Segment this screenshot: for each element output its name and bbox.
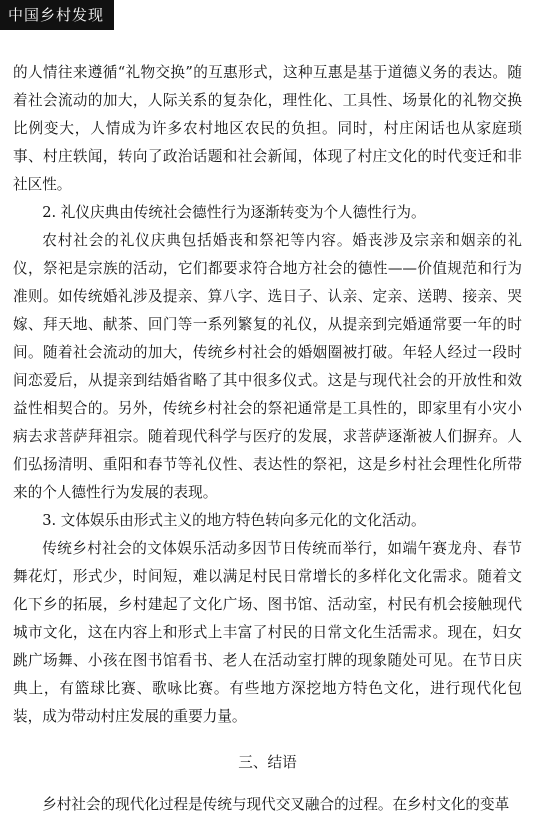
paragraph-entertainment: 传统乡村社会的文体娱乐活动多因节日传统而举行，如端午赛龙舟、春节舞花灯，形式少，时间短，难以满足村民日常增长的多样化文化需求。随着文化下乡的拓展，乡村建起了文化广场、图书馆、活动室，村民有机会接触现代城市文化，这在内容上和形式上丰富了村民的日常文化生活需求。现在，妇女跳广场舞、小孩在图书馆看书、老人在活动室打牌的现象随处可见。在节日庆典上，有篮球比赛、歌咏比赛。有些地方深挖地方特色文化，进行现代化包装，成为带动村庄发展的重要力量。 bbox=[13, 540, 522, 725]
paragraph-continuation: 的人情往来遵循“礼物交换”的互惠形式，这种互惠是基于道德义务的表达。随着社会流动的加大，人际关系的复杂化，理性化、工具性、场景化的礼物交换比例变大，人情成为许多农村地区农民的负担。同时，村庄闲话也从家庭琐事、村庄轶闻，转向了政治话题和社会新闻，体现了村庄文化的时代变迁和非社区性。 bbox=[13, 64, 522, 193]
article-body bbox=[13, 59, 522, 819]
subsection-heading-3: 3. 文体娱乐由形式主义的地方特色转向多元化的文化活动。 bbox=[42, 512, 426, 529]
header-title: 中国乡村发现 bbox=[8, 6, 105, 24]
subsection-heading-2: 2. 礼仪庆典由传统社会德性行为逐渐转变为个人德性行为。 bbox=[42, 204, 426, 221]
header-bar bbox=[0, 0, 114, 30]
section-heading-conclusion: 三、结语 bbox=[238, 754, 297, 771]
paragraph-ritual: 农村社会的礼仪庆典包括婚丧和祭祀等内容。婚丧涉及宗亲和姻亲的礼仪，祭祀是宗族的活动，它们都要求符合地方社会的德性——价值规范和行为准则。如传统婚礼涉及提亲、算八字、选日子、认亲、定亲、送聘、接亲、哭嫁、拜天地、献茶、回门等一系列繁复的礼仪，从提亲到完婚通常要一年的时间。随着社会流动的加大，传统乡村社会的婚姻圈被打破。年轻人经过一段时间恋爱后，从提亲到结婚省略了其中很多仪式。这是与现代社会的开放性和效益性相契合的。另外，传统乡村社会的祭祀通常是工具性的，即家里有小灾小病去求菩萨拜祖宗。随着现代科学与医疗的发展，求菩萨逐渐被人们摒弃。人们弘扬清明、重阳和春节等礼仪性、表达性的祭祀，这是乡村社会理性化所带来的个人德性行为发展的表现。 bbox=[13, 232, 522, 501]
paragraph-conclusion: 乡村社会的现代化过程是传统与现代交叉融合的过程。在乡村文化的变革 bbox=[42, 796, 510, 813]
